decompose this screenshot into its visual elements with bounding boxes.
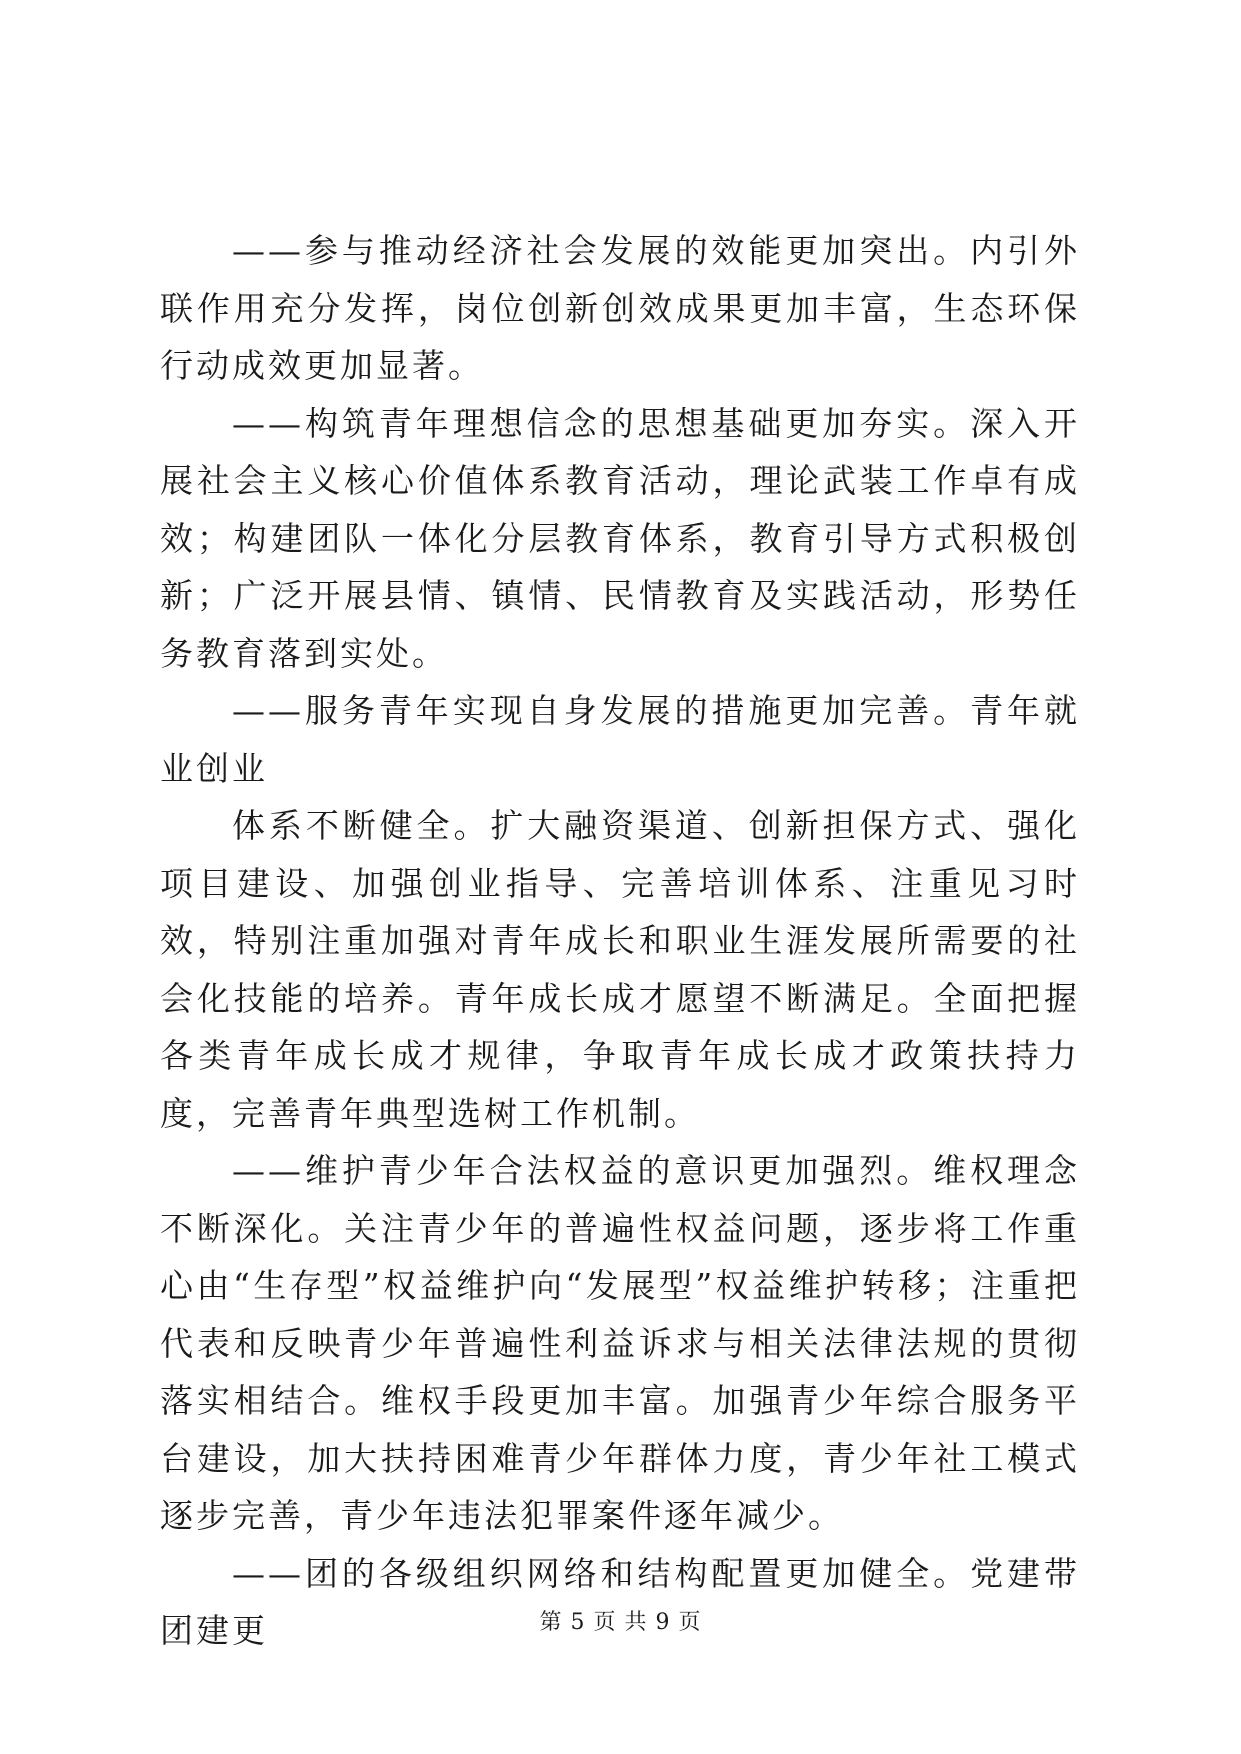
document-body [160, 222, 1080, 1660]
paragraph-economic-development: ——参与推动经济社会发展的效能更加突出。内引外联作用充分发挥，岗位创新创效成果更加丰富，生态环保行动成效更加显著。 [160, 231, 1080, 385]
page-number-footer: 第 5 页 共 9 页 [539, 1610, 702, 1635]
paragraph-ideals-beliefs: ——构筑青年理想信念的思想基础更加夯实。深入开展社会主义核心价值体系教育活动，理论武装工作卓有成效；构建团队一体化分层教育体系，教育引导方式积极创新；广泛开展县情、镇情、民情教育及实践活动，形势任务教育落到实处。 [160, 403, 1080, 673]
paragraph-youth-development: ——服务青年实现自身发展的措施更加完善。青年就业创业 [160, 691, 1080, 788]
paragraph-rights-protection: ——维护青少年合法权益的意识更加强烈。维权理念不断深化。关注青少年的普遍性权益问题，逐步将工作重心由“生存型”权益维护向“发展型”权益维护转移；注重把代表和反映青少年普遍性利益诉求与相关法律法规的贯彻落实相结合。维权手段更加丰富。加强青少年综合服务平台建设，加大扶持困难青少年群体力度，青少年社工模式逐步完善，青少年违法犯罪案件逐年减少。 [160, 1151, 1080, 1535]
paragraph-employment-system: 体系不断健全。扩大融资渠道、创新担保方式、强化项目建设、加强创业指导、完善培训体系、注重见习时效，特别注重加强对青年成长和职业生涯发展所需要的社会化技能的培养。青年成长成才愿望不断满足。全面把握各类青年成长成才规律，争取青年成长成才政策扶持力度，完善青年典型选树工作机制。 [160, 806, 1080, 1133]
paragraph-organization-network: ——团的各级组织网络和结构配置更加健全。党建带团建更 [160, 1553, 1080, 1650]
